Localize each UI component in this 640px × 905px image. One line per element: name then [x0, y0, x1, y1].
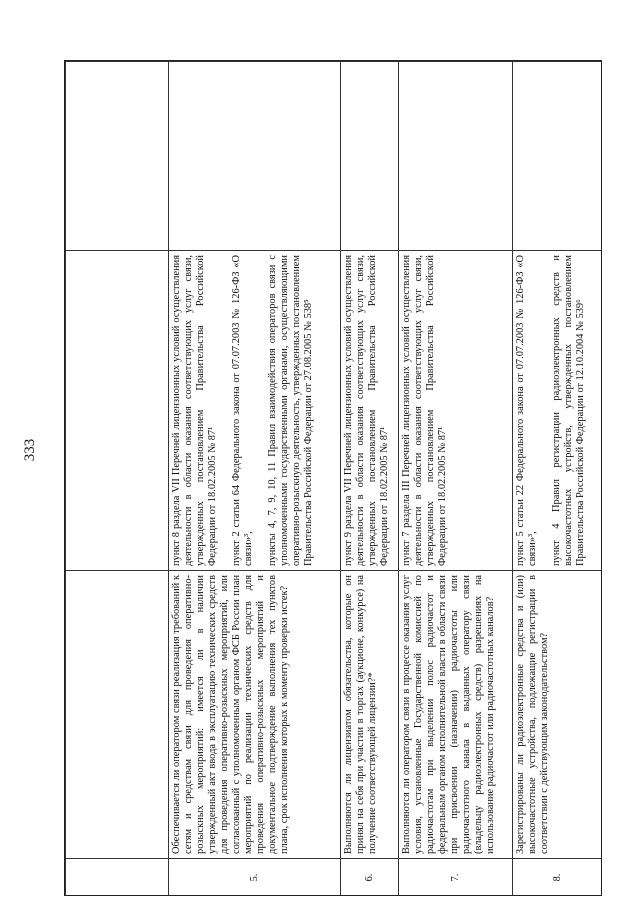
- document-scan: [64, 60, 602, 896]
- legal-reference: пункт 7 раздела III Перечней лицензионных условий осуществления деятельности в области оказания соответствующих услуг связи, утвержденных постановлением Правительства Российской Федерации от 18.02.2005 № 87¹: [401, 255, 448, 566]
- question-cell: Обеспечивается ли оператором связи реализация требований к сетям и средствам связи для проведения оперативно-розыскных мероприятий: имеется ли в наличии утвержденный акт ввода в эксплуатацию технических средств для проведения оперативно-розыскных мероприятий, или согласованный с уполномоченным органом ФСБ России план мероприятий по реализации технических средств для проведения оперативно-розыскных мероприятий и документальное подтверждение выполнения тех пунктов плана, срок исполнения которых к моменту проверки истек?: [169, 571, 341, 859]
- table-row: [66, 62, 169, 897]
- legal-reference: пункт 8 раздела VII Перечней лицензионных условий осуществления деятельности в области оказания соответствующих услуг связи, утвержденных постановлением Правительства Российской Федерации от 18.02.2005 № 87¹: [171, 255, 218, 566]
- legal-reference-cell: [399, 251, 513, 571]
- table-row: [341, 62, 399, 897]
- notes-cell: [66, 62, 169, 251]
- legal-reference-cell: [341, 251, 399, 571]
- legal-reference: пункт 4 Правил регистрации радиоэлектронных средств и высокочастотных устройств, утвержденных постановлением Правительства Российской Федерации от 12.10.2004 № 539⁶: [550, 255, 586, 566]
- question-cell: Зарегистрированы ли радиоэлектронные средства и (или) высокочастотные устройства, подлежащие регистрации в соответствии с действующим законодательством?: [513, 571, 603, 859]
- notes-cell: [169, 62, 341, 251]
- table-row: [399, 62, 513, 897]
- legal-reference: пункт 9 раздела VII Перечней лицензионных условий осуществления деятельности в области оказания соответствующих услуг связи, утвержденных постановлением Правительства Российской Федерации от 18.02.2005 № 87¹: [343, 255, 390, 566]
- question-cell: Выполняются ли оператором связи в процессе оказания услуг условия, установленные Государственной комиссией по радиочастотам при выделении полос радиочастот и федеральным органом исполнительной власти в области связи при присвоении (назначении) радиочастоты или радиочастотного канала в выданных оператору связи (владельцу радиоэлектронных средств) разрешениях на использование радиочастот или радиочастотных каналов?: [399, 571, 513, 859]
- table-row: [513, 62, 603, 897]
- row-number: [66, 859, 169, 897]
- row-number: 7.: [399, 859, 513, 897]
- question-cell: [66, 571, 169, 859]
- notes-cell: [341, 62, 399, 251]
- page-number: 333: [22, 438, 38, 462]
- legal-reference-cell: [513, 251, 603, 571]
- legal-reference-cell: [169, 251, 341, 571]
- question-cell: Выполняются ли лицензиатом обязательства, которые он принял на себя при участии в торгах (аукционе, конкурсе) на получение соответствующей лицензии?*: [341, 571, 399, 859]
- legal-reference: пункт 5 статьи 22 Федерального закона от 07.07.2003 № 126-ФЗ «О связи»³,: [515, 255, 538, 566]
- legal-reference: пункт 2 статьи 64 Федерального закона от 07.07.2003 № 126-ФЗ «О связи»³,: [230, 255, 254, 566]
- notes-cell: [399, 62, 513, 251]
- row-number: 5.: [169, 859, 341, 897]
- row-number: 6.: [341, 859, 399, 897]
- notes-cell: [513, 62, 603, 251]
- requirements-table-sheet: [65, 61, 602, 896]
- legal-reference-cell: [66, 251, 169, 571]
- legal-reference: пункты 4, 7, 9, 10, 11 Правил взаимодействия операторов связи с уполномоченными государственными органами, осуществляющими оперативно-розыскную деятельность, утвержденных постановлением Правительства Российской Федерации от 27.08.2005 № 538⁵: [266, 255, 314, 566]
- row-number: 8.: [513, 859, 603, 897]
- table-row: [169, 62, 341, 897]
- requirements-table: [65, 61, 602, 896]
